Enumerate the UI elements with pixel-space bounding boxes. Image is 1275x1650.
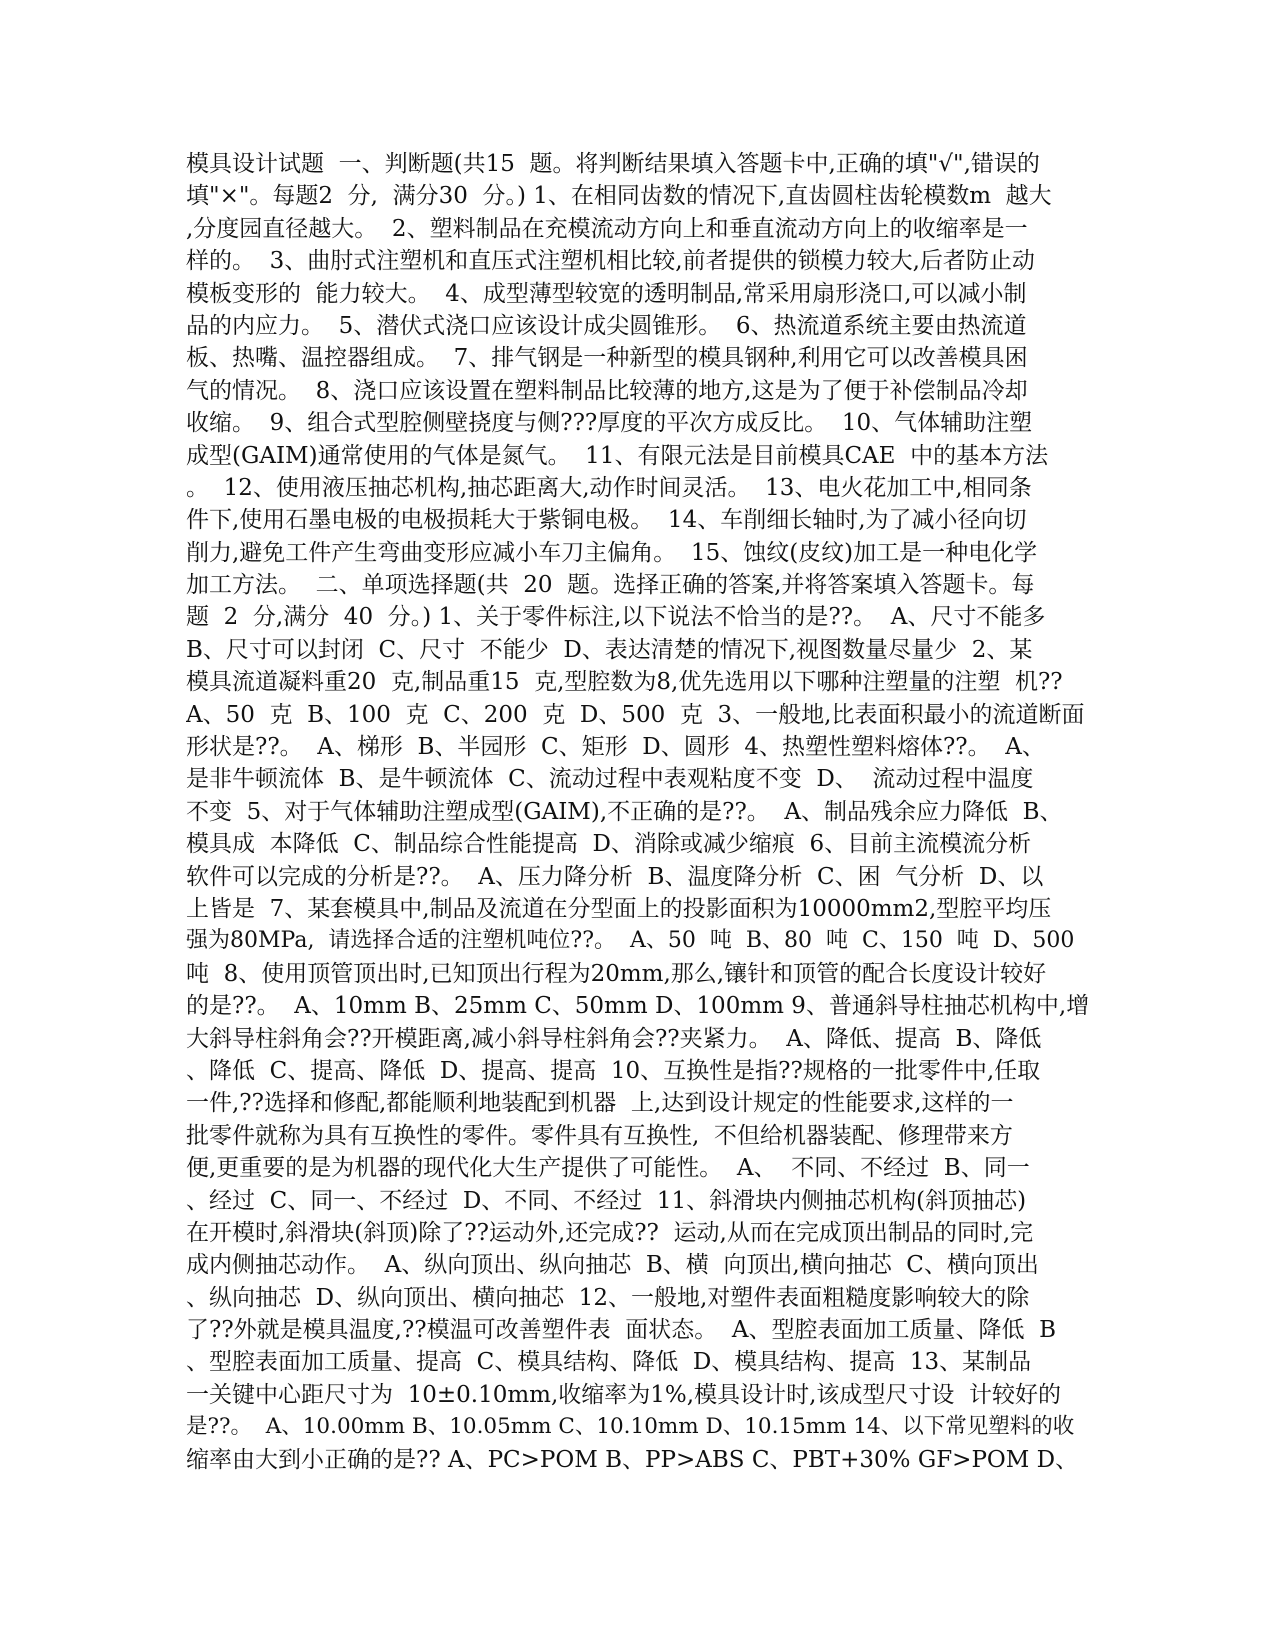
text-line: 形状是??。 A、梯形 B、半园形 C、矩形 D、圆形 4、热塑性塑料熔体??。 A、 — [186, 734, 1045, 761]
text-line: 。 12、使用液压抽芯机构,抽芯距离大,动作时间灵活。 13、电火花加工中,相同条 — [186, 474, 1032, 501]
text-line: 是??。 A、10.00mm B、10.05mm C、10.10mm D、10.15mm 14、以下常见塑料的收 — [186, 1414, 1075, 1440]
text-line: 上皆是 7、某套模具中,制品及流道在分型面上的投影面积为10000mm2,型腔平均压 — [186, 895, 1052, 922]
text-line: 件下,使用石墨电极的电极损耗大于紫铜电极。 14、车削细长轴时,为了减小径向切 — [186, 507, 1027, 534]
text-line: B、尺寸可以封闭 C、尺寸 不能少 D、表达清楚的情况下,视图数量尽量少 2、某 — [186, 636, 1033, 663]
text-line: 、纵向抽芯 D、纵向顶出、横向抽芯 12、一般地,对塑件表面粗糙度影响较大的除 — [186, 1284, 1030, 1311]
text-line: 吨 8、使用顶管顶出时,已知顶出行程为20mm,那么,镶针和顶管的配合长度设计较好 — [186, 960, 1047, 987]
text-line: 在开模时,斜滑块(斜顶)除了??运动外,还完成?? 运动,从而在完成顶出制品的同时,完 — [186, 1219, 1034, 1246]
text-line: 成型(GAIM)通常使用的气体是氮气。 11、有限元法是目前模具CAE 中的基本方法 — [186, 442, 1049, 469]
document-body — [186, 148, 1092, 1476]
text-line: 批零件就称为具有互换性的零件。零件具有互换性, 不但给机器装配、修理带来方 — [186, 1122, 1013, 1149]
text-line: 一关键中心距尺寸为 10±0.10mm,收缩率为1%,模具设计时,该成型尺寸设 计较好的 — [186, 1381, 1062, 1408]
text-line: 缩率由大到小正确的是?? A、PC>POM B、PP>ABS C、PBT+30% GF>POM D、 — [186, 1446, 1079, 1473]
text-line: 削力,避免工件产生弯曲变形应减小车刀主偏角。 15、蚀纹(皮纹)加工是一种电化学 — [186, 539, 1038, 566]
text-line: 强为80MPa, 请选择合适的注塑机吨位??。 A、50 吨 B、80 吨 C、150 吨 D、500 — [186, 928, 1075, 954]
text-line: 软件可以完成的分析是??。 A、压力降分析 B、温度降分析 C、困 气分析 D、以 — [186, 863, 1044, 890]
text-line: 、降低 C、提高、降低 D、提高、提高 10、互换性是指??规格的一批零件中,任取 — [186, 1057, 1041, 1084]
text-line: 题 2 分,满分 40 分。) 1、关于零件标注,以下说法不恰当的是??。 A、尺寸不能多 — [186, 604, 1046, 631]
text-line: 模具设计试题 一、判断题(共15 题。将判断结果填入答题卡中,正确的填"√",错误的 — [186, 151, 1040, 177]
text-line: 一件,??选择和修配,都能顺利地装配到机器 上,达到设计规定的性能要求,这样的一 — [186, 1090, 1014, 1117]
text-line: 了??外就是模具温度,??模温可改善塑件表 面状态。 A、型腔表面加工质量、降低 B — [186, 1317, 1057, 1344]
text-line: 模具流道凝料重20 克,制品重15 克,型腔数为8,优先选用以下哪种注塑量的注塑 机?? — [186, 669, 1063, 696]
text-line: 模板变形的 能力较大。 4、成型薄型较宽的透明制品,常采用扇形浇口,可以减小制 — [186, 280, 1027, 307]
text-line: 收缩。 9、组合式型腔侧壁挠度与侧???厚度的平次方成反比。 10、气体辅助注塑 — [186, 410, 1033, 437]
text-line: 大斜导柱斜角会??开模距离,减小斜导柱斜角会??夹紧力。 A、降低、提高 B、降低 — [186, 1025, 1042, 1052]
text-line: 气的情况。 8、浇口应该设置在塑料制品比较薄的地方,这是为了便于补偿制品冷却 — [186, 377, 1028, 404]
text-line: 加工方法。 二、单项选择题(共 20 题。选择正确的答案,并将答案填入答题卡。每 — [186, 572, 1035, 599]
text-line: 的是??。 A、10mm B、25mm C、50mm D、100mm 9、普通斜导柱抽芯机构中,增 — [186, 993, 1090, 1020]
text-line: 、经过 C、同一、不经过 D、不同、不经过 11、斜滑块内侧抽芯机构(斜顶抽芯) — [186, 1187, 1027, 1214]
text-line: A、50 克 B、100 克 C、200 克 D、500 克 3、一般地,比表面积最小的流道断面 — [186, 701, 1085, 728]
text-line: 成内侧抽芯动作。 A、纵向顶出、纵向抽芯 B、横 向顶出,横向抽芯 C、横向顶出 — [186, 1252, 1039, 1279]
text-line: 不变 5、对于气体辅助注塑成型(GAIM),不正确的是??。 A、制品残余应力降低 B、 — [186, 798, 1063, 825]
text-line: ,分度园直径越大。 2、塑料制品在充模流动方向上和垂直流动方向上的收缩率是一 — [186, 215, 1028, 242]
text-line: 是非牛顿流体 B、是牛顿流体 C、流动过程中表观粘度不变 D、 流动过程中温度 — [186, 766, 1034, 793]
text-line: 品的内应力。 5、潜伏式浇口应该设计成尖圆锥形。 6、热流道系统主要由热流道 — [186, 312, 1027, 339]
text-line: 便,更重要的是为机器的现代化大生产提供了可能性。 A、 不同、不经过 B、同一 — [186, 1155, 1030, 1182]
text-line: 填"×"。每题2 分, 满分30 分。) 1、在相同齿数的情况下,直齿圆柱齿轮模数m 越大 — [186, 183, 1052, 210]
text-line: 模具成 本降低 C、制品综合性能提高 D、消除或减少缩痕 6、目前主流模流分析 — [186, 831, 1032, 858]
text-line: 、型腔表面加工质量、提高 C、模具结构、降低 D、模具结构、提高 13、某制品 — [186, 1349, 1032, 1376]
text-line: 板、热嘴、温控器组成。 7、排气钢是一种新型的模具钢种,利用它可以改善模具困 — [186, 345, 1028, 372]
text-line: 样的。 3、曲肘式注塑机和直压式注塑机相比较,前者提供的锁模力较大,后者防止动 — [186, 248, 1035, 275]
